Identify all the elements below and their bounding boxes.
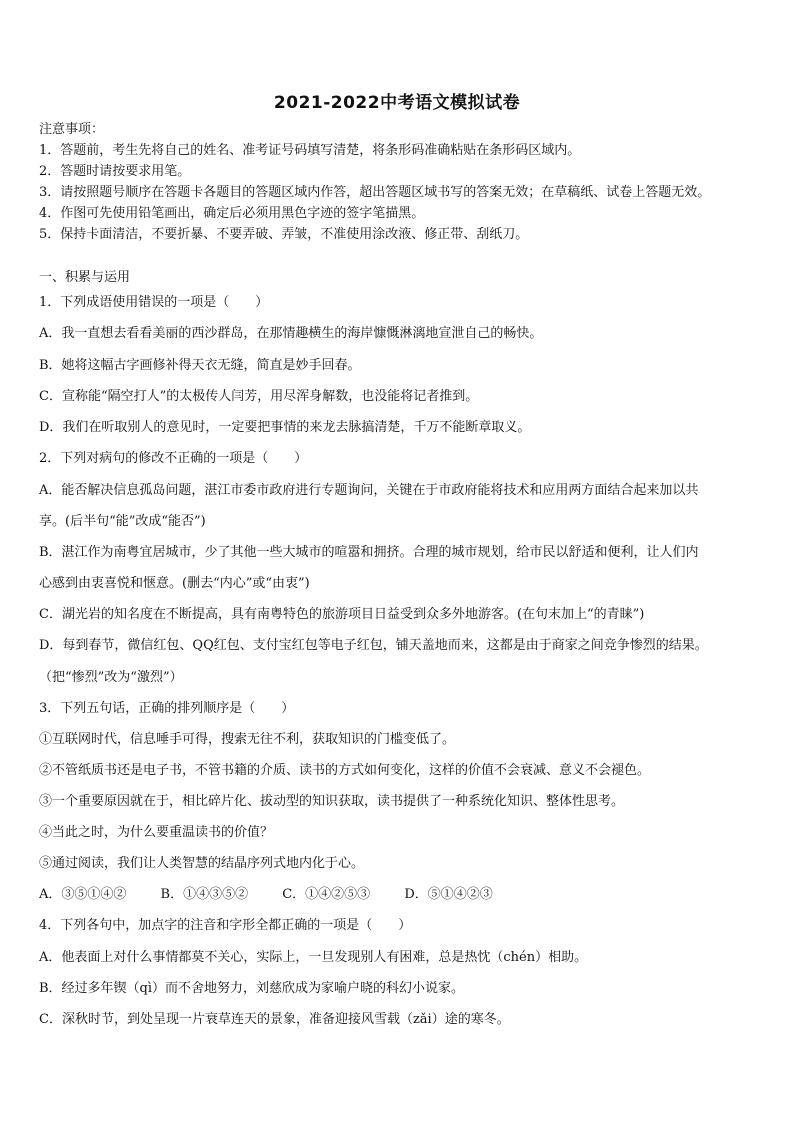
notice-item: 4．作图可先使用铅笔画出，确定后必须用黑色字迹的签字笔描黑。 [39,206,425,221]
question-2-option-b-cont: 心感到由衷喜悦和惬意。(删去“内心”或“由衷”) [39,576,310,591]
question-4-option-b: B．经过多年锲（qì）而不舍地努力，刘慈欣成为家喻户晓的科幻小说家。 [39,981,465,996]
question-2-stem: 2．下列对病句的修改不正确的一项是（ ） [39,451,308,466]
question-2-option-d-cont: （把“惨烈”改为“激烈”） [39,670,183,685]
question-4-stem: 4．下列各句中，加点字的注音和字形全都正确的一项是（ ） [39,918,412,933]
question-4-option-c: C．深秋时节，到处呈现一片衰草连天的景象，准备迎接风雪载（zǎi）途的寒冬。 [39,1012,510,1027]
section-heading: 一、积累与运用 [39,270,131,285]
notice-block [39,119,769,245]
question-2-option-d: D．每到春节，微信红包、QQ红包、支付宝红包等电子红包，铺天盖地而来，这都是由于商家之间竞争惨烈的结果。 [39,638,708,653]
notice-item: 1．答题前，考生先将自己的姓名、准考证号码填写清楚，将条形码准确粘贴在条形码区域内。 [39,143,581,158]
question-3-sentence-5: ⑤通过阅读，我们让人类智慧的结晶序列式地内化于心。 [39,856,365,871]
question-3-option-a: A．③⑤①④② [39,887,127,902]
question-3-option-d: D．⑤①④②③ [404,887,493,902]
question-3-option-c: C．①④②⑤③ [282,887,371,902]
question-3-options [39,883,523,902]
question-2-option-b: B．湛江作为南粤宜居城市，少了其他一些大城市的喧嚣和拥挤。合理的城市规划，给市民以舒适和便利，让人们内 [39,545,699,560]
question-3-sentence-4: ④当此之时，为什么要重温读书的价值？ [39,825,274,840]
question-3-stem: 3．下列五句话，正确的排列顺序是（ ） [39,701,295,716]
question-2-option-c: C．湖光岩的知名度在不断提高，具有南粤特色的旅游项目日益受到众多外地游客。(在句末加上“的青睐”) [39,607,645,622]
question-2-option-a: A．能否解决信息孤岛问题，湛江市委市政府进行专题询问，关键在于市政府能将技术和应用两方面结合起来加以共 [39,483,699,498]
question-2-option-a-cont: 享。(后半句“能”改成“能否”) [39,514,206,529]
question-1-option-d: D．我们在听取别人的意见时，一定要把事情的来龙去脉搞清楚，千万不能断章取义。 [39,420,531,435]
question-3-option-b: B．①④③⑤② [160,887,249,902]
question-1-option-b: B．她将这幅古字画修补得天衣无缝，简直是妙手回春。 [39,358,361,373]
question-3-sentence-3: ③一个重要原因就在于，相比碎片化、拔动型的知识获取，读书提供了一种系统化知识、整体性思考。 [39,794,625,809]
notice-item: 3．请按照题号顺序在答题卡各题目的答题区域内作答，超出答题区域书写的答案无效；在草稿纸、试卷上答题无效。 [39,185,711,200]
question-3-sentence-1: ①互联网时代，信息唾手可得，搜索无往不利，获取知识的门槛变低了。 [39,732,456,747]
exam-title: 2021-2022中考语文模拟试卷 [273,93,521,113]
notice-item: 5．保持卡面清洁，不要折暴、不要弄破、弄皱，不准使用涂改液、修正带、刮纸刀。 [39,227,529,242]
question-4-option-a: A．他表面上对什么事情都莫不关心，实际上，一旦发现别人有困难，总是热忱（chén）相助。 [39,950,588,965]
question-1-option-c: C．宣称能“隔空打人”的太极传人闫芳，用尽浑身解数，也没能将记者推到。 [39,389,479,404]
notice-heading: 注意事项： [39,122,105,137]
notice-item: 2．答题时请按要求用笔。 [39,164,191,179]
question-1-option-a: A．我一直想去看看美丽的西沙群岛，在那情趣横生的海岸慷慨淋漓地宣泄自己的畅快。 [39,326,543,341]
question-3-sentence-2: ②不管纸质书还是电子书，不管书籍的介质、读书的方式如何变化，这样的价值不会衰减、意义不会褪色。 [39,763,651,778]
question-1-stem: 1．下列成语使用错误的一项是（ ） [39,295,269,310]
